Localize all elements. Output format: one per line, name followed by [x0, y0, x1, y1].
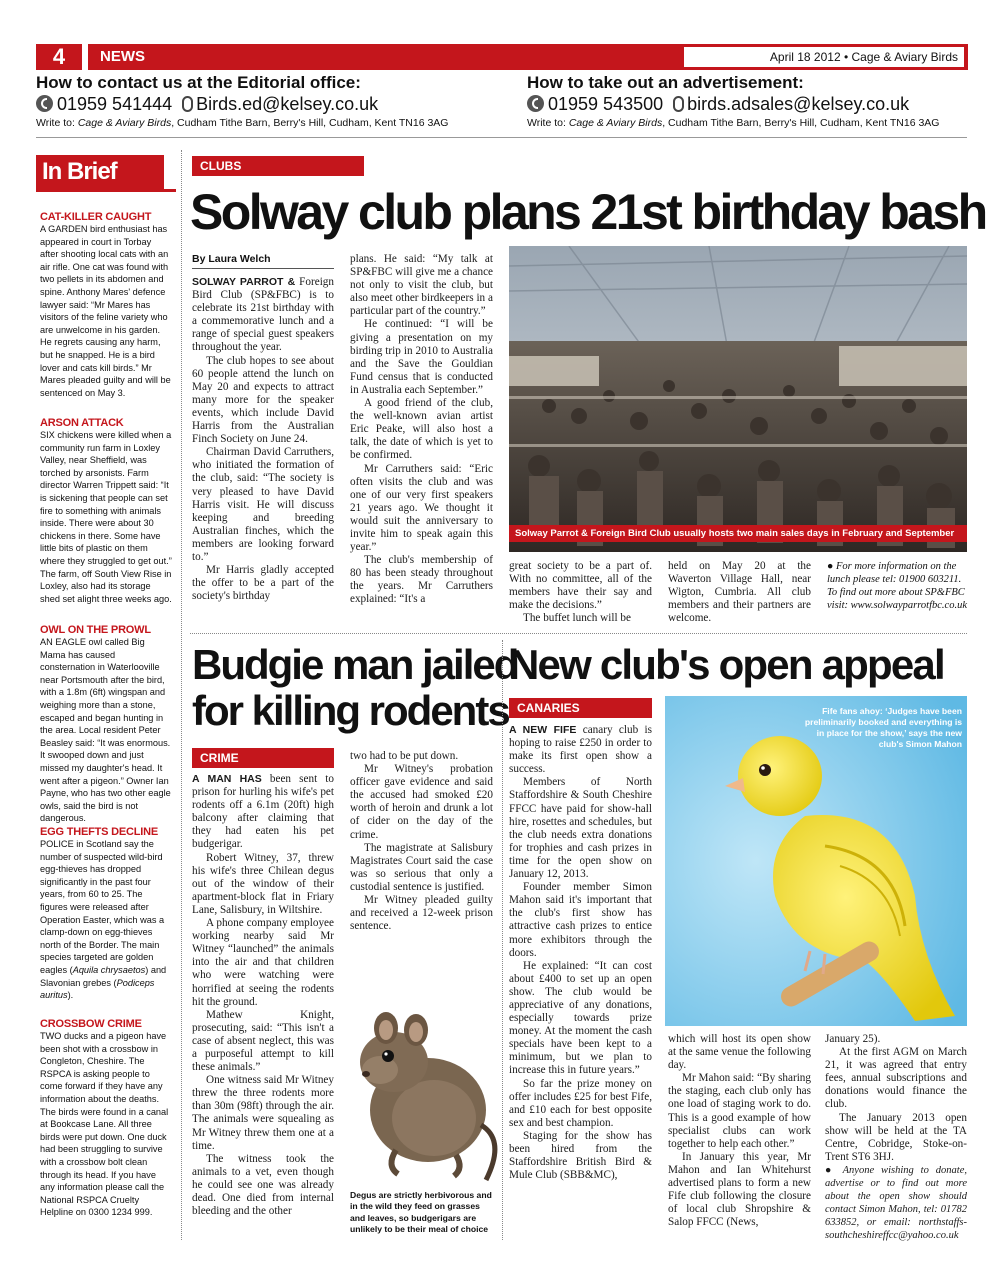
- byline: By Laura Welch: [192, 253, 271, 265]
- column-divider: [502, 640, 503, 1240]
- brief-body: TWO ducks and a pigeon have been shot with a crossbow in Congleton, Cheshire. The RSPCA is asking people to come forward if they have any information about the deaths. The birds were found in a canal at Bookcase Lane. All three birds were put down. One duck had been struggling to survive with a crossbow bolt clean through its head. If you have any information please call the National RSPCA Cruelty Helpline on 0300 1234 999.: [40, 1031, 169, 1218]
- phone-icon: [527, 95, 544, 112]
- brief-title: CROSSBOW CRIME: [40, 1018, 142, 1030]
- bullet-icon: ●: [827, 561, 836, 572]
- clubs-section-tag: CLUBS: [192, 156, 364, 176]
- paragraph: One witness said Mr Witney threw the three rodents more than 30m (98ft) through the air. The animals were squealing as Mr Witney threw them one at a time.: [192, 1074, 334, 1152]
- fife-col-1: [509, 724, 652, 1182]
- write-address: , Cudham Tithe Barn, Berry's Hill, Cudham, Kent TN16 3AG: [171, 117, 449, 129]
- in-brief-tab: In Brief: [36, 155, 164, 189]
- brief-body: SIX chickens were killed when a community run farm in Loxley Valley, near Sheffield, was torched by arsonists. Farm director Warren Trippett said: “It is sickening that people can set fire to something with animals inside. There were about 30 chickens in there. Some have little bits of plastic on them where they struggled to get out.” The farm, off South View Rise in Loxley, also had its storage shed set alight three weeks ago.: [40, 430, 172, 604]
- brief-item: [40, 211, 172, 399]
- paragraph: Mr Mahon said: “By sharing the staging, each club only has one load of staging work to do. This is a good example of how specialist clubs can work together to help each other.”: [668, 1072, 811, 1150]
- brief-item: [40, 624, 172, 825]
- budgie-headline-1: Budgie man jailed: [192, 641, 518, 688]
- brief-text: ) and Slavonian grebes (: [40, 964, 167, 988]
- paragraph: The club's membership of 80 has been steady throughout the years. Mr Carruthers explained: “It's a: [350, 554, 493, 606]
- solway-col-4: [668, 560, 811, 625]
- header-rule: [36, 137, 967, 138]
- brief-title: CAT-KILLER CAUGHT: [40, 211, 152, 223]
- paragraph: A good friend of the club, the well-known avian artist Eric Peake, will also host a talk, the date of which is yet to be confirmed.: [350, 397, 493, 462]
- budgie-headline-2: for killing rodents: [192, 687, 509, 734]
- story-divider: [190, 633, 967, 634]
- paragraph: Mr Witney pleaded guilty and received a 12-week prison sentence.: [350, 894, 493, 933]
- paragraph: which will host its open show at the same venue the following day.: [668, 1033, 811, 1072]
- paragraph: A phone company employee working nearby said Mr Witney “launched” the animals into the air and that children who were watching were horrified at seeing the rodents hit the ground.: [192, 917, 334, 1008]
- solway-col-3: [509, 560, 652, 625]
- canaries-section-tag: CANARIES: [509, 698, 652, 718]
- info-text: Anyone wishing to donate, advertise or to find out more about the open show should contact Simon Mahon, tel: 01782 633852, or email: northstaffs-southcheshireffcc@yahoo.co.uk: [825, 1164, 968, 1241]
- ad-title: How to take out an advertisement:: [527, 73, 804, 92]
- fife-col-3: [825, 1033, 967, 1242]
- paragraph: canary club is hoping to raise £250 in order to make its first open show a success.: [509, 724, 652, 776]
- brief-text: POLICE in Scotland say the number of suspected wild-bird egg-thieves has dropped significantly in the past four years, from 60 to 25. The figures were released after Operation Easter, which was a clamp-down on egg-thieves north of the Border. The main species targeted are golden eagles (: [40, 839, 165, 975]
- sales-day-photo: [509, 246, 967, 552]
- paragraph: Founder member Simon Mahon said it's important that the club's first show has attractive cash prizes to entice more exhibitors through the doors.: [509, 881, 652, 959]
- paragraph: The witness took the animals to a vet, even though he could see one was already dead. One died from internal bleeding and the other: [192, 1152, 334, 1218]
- paragraph: Robert Witney, 37, threw his wife's three Chilean degus out of the window of their apartment-block flat in Friary Lane, Salisbury, in Wiltshire.: [192, 851, 334, 916]
- write-mag: Cage & Aviary Birds: [568, 117, 663, 129]
- brief-body: A GARDEN bird enthusiast has appeared in court in Torbay after shooting local cats with an air rifle. One cat was found with two pellets in its abdomen and spine. Anthony Mares' defence lawyer said: “Mr Mares has visitors of the feline variety who are unwelcome in his garden. He regrets causing any harm, but he snapped. He is a bird lover and cats kill birds.” Mr Mares pleaded guilty and will be sentenced on May 3.: [40, 224, 171, 398]
- degu-caption: Degus are strictly herbivorous and in the wild they feed on grasses and leaves, so budgerigars are unlikely to be their meal of choice: [350, 1190, 492, 1235]
- editorial-phone: 01959 541444: [57, 94, 173, 114]
- degu-graphic: [336, 950, 498, 1188]
- brief-title: OWL ON THE PROWL: [40, 624, 151, 636]
- dateline: April 18 2012 • Cage & Aviary Birds: [683, 46, 965, 68]
- mouse-icon: [182, 96, 193, 112]
- paragraph: January 25).: [825, 1033, 881, 1045]
- paragraph: He explained: “It can cost about £400 to set up an open show. The club would be appreciative of any donations, especially towards prize money. At the moment the cash specials have been kept to a minimum, but we plan to increase this in future years.”: [509, 959, 652, 1077]
- mouse-icon: [673, 96, 684, 112]
- species-name: Podiceps auritus: [40, 977, 155, 1001]
- solway-col-1: [192, 276, 334, 603]
- paragraph: So far the prize money on offer includes £25 for best Fife, and £10 each for best opposite sex and best champion.: [509, 1077, 652, 1129]
- brief-item: [40, 417, 172, 605]
- paragraph: The club hopes to see about 60 people attend the lunch on May 20 and expects to attract many more for the speaker events, which include David Harris from the Australian Finch Society on June 24.: [192, 354, 334, 446]
- info-text: For more information on the lunch please tel: 01900 603211. To find out more about SP&FBC visit: www.solwayparrotfbc.co.uk: [827, 561, 967, 611]
- paragraph: Chairman David Carruthers, who initiated the formation of the club, said: “The society is very pleased to have David Harris visit. He will discuss keeping and breeding Australian finches, which the members are looking forward to.”: [192, 446, 334, 563]
- phone-icon: [36, 95, 53, 112]
- degu-photo: [336, 950, 498, 1188]
- paragraph: Mr Harris gladly accepted the offer to be a part of the society's birthday: [192, 564, 334, 603]
- brief-item: [40, 1018, 172, 1219]
- fife-col-2: [668, 1033, 811, 1229]
- paragraph: The buffet lunch will be: [523, 612, 631, 625]
- paragraph: Mr Carruthers said: “Eric often visits the club and was one of our very first speakers 21 years ago. We thought it would suit the anniversary to invite him to speak again this year.”: [350, 462, 493, 554]
- paragraph: plans. He said: “My talk at SP&FBC will give me a chance not only to visit the club, but also meet other birdkeepers in a particular part of the country.”: [350, 253, 493, 318]
- budgie-col-1: [192, 773, 334, 1218]
- paragraph: Mr Witney's probation officer gave evidence and said the accused had smoked £20 worth of heroin and drunk a lot of cider on the day of the crime.: [350, 763, 493, 841]
- brief-body: AN EAGLE owl called Big Mama has caused consternation in Waterlooville near Portsmouth after the bird, with a 1.8m (6ft) wingspan and weighing more than a stone, escaped and began hunting in the area. Local resident Peter Beasley said: “It was enormous. It swooped down and just missed my daughter's head. It went after a pigeon.” Owner Ian Payne, who has two other eagle owls, said the bird is not dangerous.: [40, 637, 171, 824]
- column-divider: [181, 150, 182, 1240]
- brief-item: [40, 826, 172, 1002]
- solway-col-2: [350, 253, 493, 607]
- ad-phone: 01959 543500: [548, 94, 664, 114]
- brief-title: EGG THEFTS DECLINE: [40, 826, 159, 838]
- ad-email[interactable]: birds.adsales@kelsey.co.uk: [687, 94, 910, 114]
- write-prefix: Write to:: [36, 117, 78, 129]
- lead-in: A MAN HAS: [192, 773, 262, 785]
- lead-in: SOLWAY PARROT &: [192, 276, 296, 288]
- species-name: Aquila chrysaetos: [72, 964, 146, 975]
- write-address: , Cudham Tithe Barn, Berry's Hill, Cudham, Kent TN16 3AG: [662, 117, 940, 129]
- write-mag: Cage & Aviary Birds: [77, 117, 172, 129]
- section-label: NEWS: [100, 48, 145, 65]
- budgie-col-2: [350, 750, 493, 933]
- paragraph: Staging for the show has been hired from the Staffordshire British Bird & Mule Club (SBB&MC),: [509, 1129, 652, 1182]
- solway-info: [827, 560, 967, 612]
- paragraph: The January 2013 open show will be held at the TA Centre, Cobridge, Stoke-on-Trent ST6 3HJ.: [825, 1111, 967, 1163]
- editorial-email[interactable]: Birds.ed@kelsey.co.uk: [196, 94, 379, 114]
- paragraph: been sent to prison for hurling his wife's pet rodents off a 6.1m (20ft) high balcony after claiming that they had eaten his pet budgerigar.: [192, 773, 335, 851]
- brief-text: ).: [67, 990, 74, 1001]
- paragraph: great society to be a part of. With no committee, all of the members have their say and make the decisions.”: [509, 560, 652, 612]
- brief-body: [40, 838, 172, 1002]
- paragraph: At the first AGM on March 21, it was agreed that entry fees, annual subscriptions and donations would finance the club.: [825, 1046, 967, 1111]
- crowd-photo-graphic: [509, 246, 967, 552]
- ad-contact: [527, 73, 967, 129]
- paragraph: Members of North Staffordshire & South Cheshire FFCC have paid for show-hall hire, rosettes and schedules, but the club needs extra donations for trophies and cash prizes in time for the open show on January 12, 2013.: [509, 776, 652, 881]
- paragraph: Foreign Bird Club (SP&FBC) is to celebrate its 21st birthday with a commemorative lunch and a range of special guest speakers throughout the year.: [192, 276, 334, 354]
- paragraph: Mathew Knight, prosecuting, said: “This isn't a case of absent neglect, this was a purposeful attempt to kill these animals.”: [192, 1008, 334, 1074]
- page-number: 4: [36, 44, 82, 70]
- editorial-title: How to contact us at the Editorial office:: [36, 73, 361, 92]
- editorial-contact: [36, 73, 506, 129]
- brief-title: ARSON ATTACK: [40, 417, 124, 429]
- write-prefix: Write to:: [527, 117, 569, 129]
- solway-photo-caption: Solway Parrot & Foreign Bird Club usually hosts two main sales days in February and September: [509, 525, 967, 542]
- paragraph: The magistrate at Salisbury Magistrates Court said the case was so serious that only a custodial sentence is justified.: [350, 841, 493, 893]
- solway-headline: Solway club plans 21st birthday bash: [190, 184, 986, 240]
- paragraph: two had to be put down.: [350, 750, 459, 762]
- canary-caption: Fife fans ahoy: ‘Judges have been preliminarily booked and everything is in place for the show,’ says the new club's Simon Mahon: [804, 706, 962, 749]
- in-brief-rule: [36, 189, 176, 192]
- bullet-icon: ●: [825, 1164, 843, 1176]
- paragraph: He continued: “I will be giving a presentation on my birding trip in 2010 to Australia and the Save the Gouldian Fund census that is conducted in Australia each September.”: [350, 318, 493, 396]
- lead-in: A NEW FIFE: [509, 724, 577, 736]
- paragraph: In January this year, Mr Mahon and Ian Whitehurst advertised plans to form a new Fife club following the closure of local club Shropshire & Salop FFCC (News,: [668, 1150, 811, 1229]
- crime-section-tag: CRIME: [192, 748, 334, 768]
- paragraph: held on May 20 at the Waverton Village Hall, near Wigton, Cumbria. All club members and their partners are welcome.: [668, 560, 811, 625]
- byline-rule: [192, 268, 334, 269]
- fife-headline: New club's open appeal: [509, 641, 944, 688]
